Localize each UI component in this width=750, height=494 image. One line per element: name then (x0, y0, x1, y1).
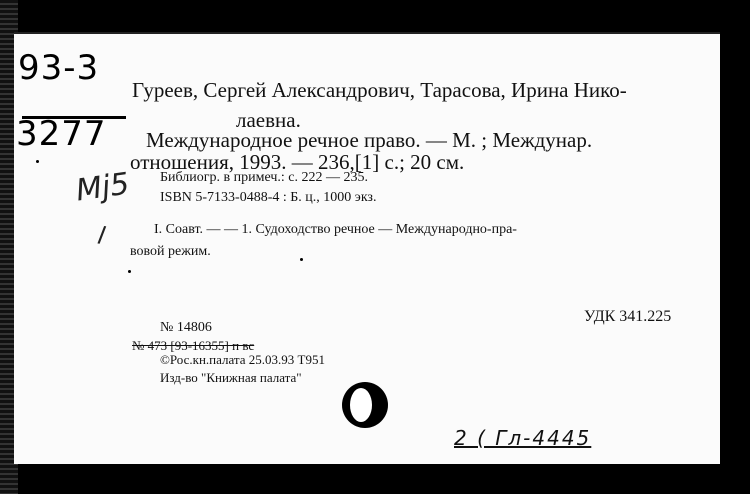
call-number-line1: 93-3 (18, 48, 100, 88)
tracing-line-1: I. Соавт. — — 1. Судоходство речное — Международно-пра- (154, 222, 517, 237)
scan-speck (36, 160, 39, 163)
handwritten-note: Mj5 (73, 166, 132, 209)
author-line-1: Гуреев, Сергей Александрович, Тарасова, Ирина Нико- (132, 78, 627, 102)
publisher-line: Изд-во "Книжная палата" (160, 370, 302, 385)
call-number-line2: 3277 (16, 114, 107, 154)
handwritten-mark: l (95, 221, 108, 251)
scan-edge-right (720, 0, 750, 494)
punch-hole (342, 382, 388, 428)
title-line-2: отношения, 1993. — 236,[1] с.; 20 см. (130, 150, 465, 174)
bottom-handwritten-mark: 2 ( Гл-4445 (454, 426, 592, 450)
udc-code: УДК 341.225 (584, 308, 672, 325)
scan-speck (128, 270, 131, 273)
crossed-record-number: № 473 [93-16355] п вс (132, 338, 255, 353)
author-line-2: лаевна. (236, 108, 301, 132)
book-chamber-stamp: ©Рос.кн.палата 25.03.93 Т951 (160, 352, 325, 367)
tracing-line-2: вовой режим. (130, 244, 211, 259)
scan-speck (300, 258, 303, 261)
bibliography-note: Библиогр. в примеч.: с. 222 — 235. (160, 170, 368, 185)
record-number: № 14806 (160, 320, 212, 335)
title-line-1: Международное речное право. — М. ; Междунар. (146, 128, 593, 152)
isbn-line: ISBN 5-7133-0488-4 : Б. ц., 1000 экз. (160, 190, 377, 205)
